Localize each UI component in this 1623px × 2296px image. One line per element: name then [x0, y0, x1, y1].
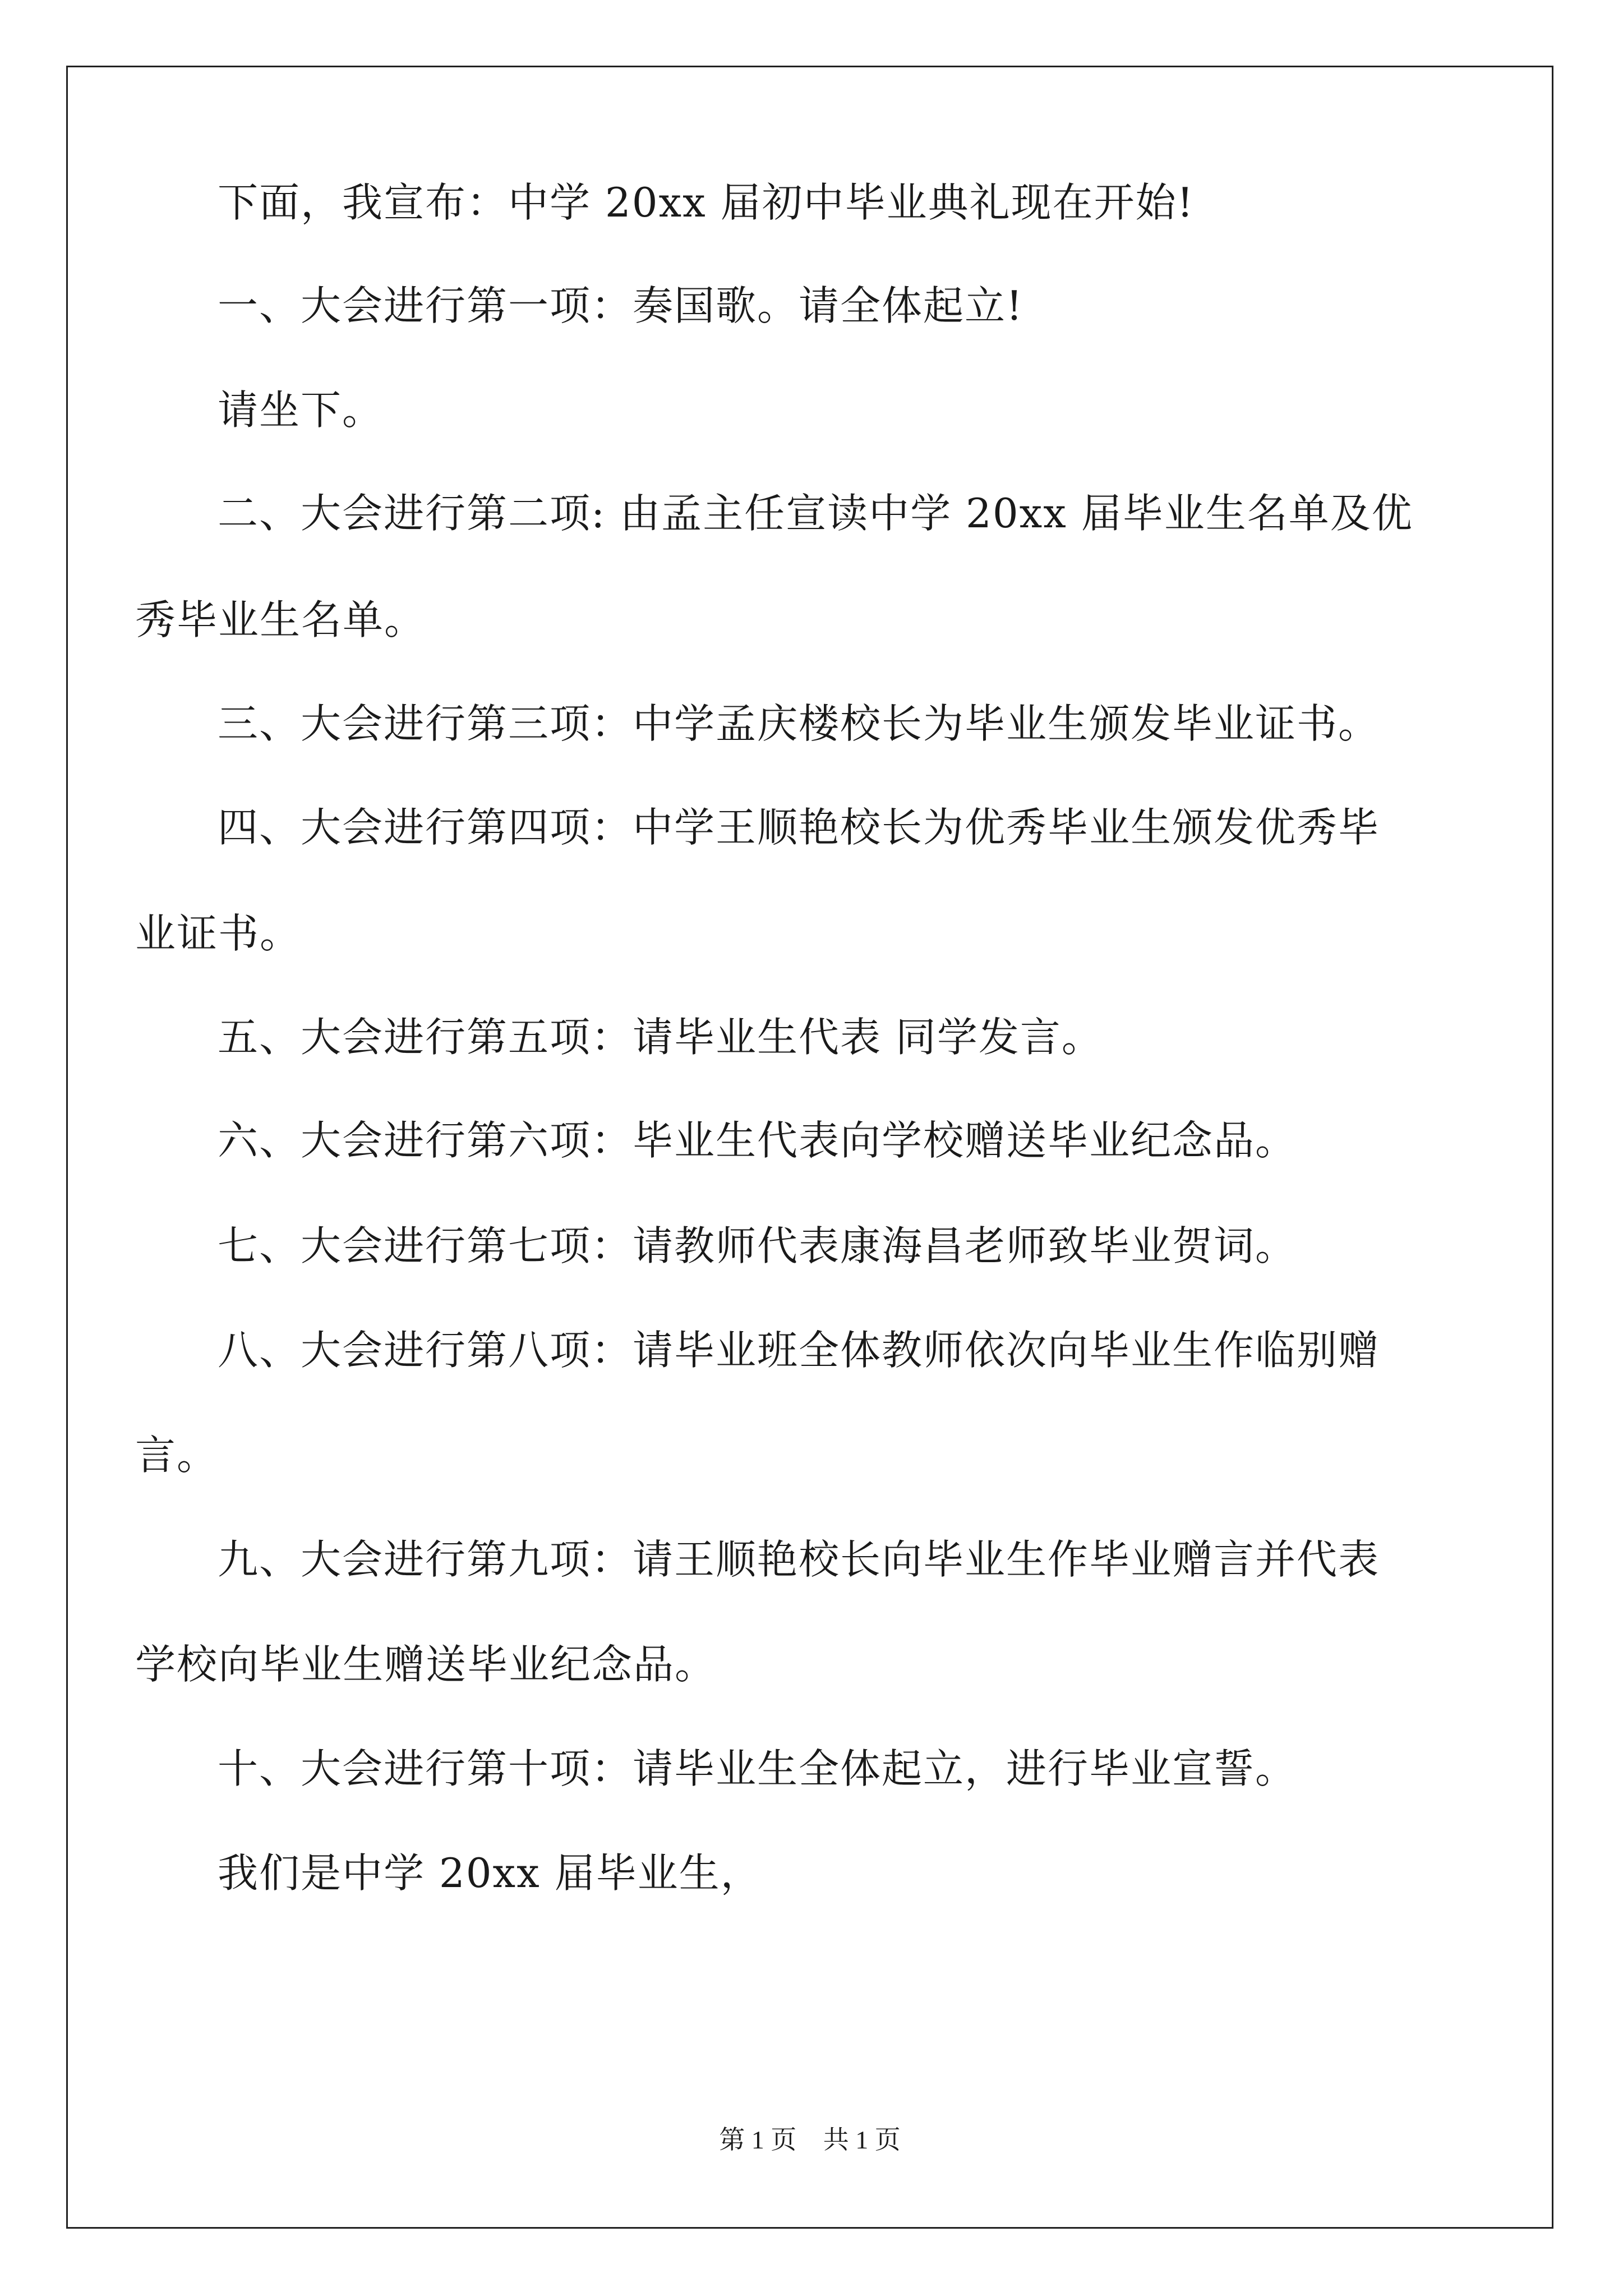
- paragraph-item-2-line-2: 秀毕业生名单。: [135, 596, 426, 643]
- page-number-total: 共 1 页: [823, 2125, 901, 2154]
- paragraph-item-8-line-2: 言。: [135, 1432, 219, 1479]
- page-frame: [66, 66, 1553, 2229]
- page-number-current: 第 1 页: [719, 2125, 797, 2154]
- paragraph-item-5: 五、大会进行第五项：请毕业生代表 同学发言。: [218, 1014, 1103, 1061]
- paragraph-item-2-line-1: 二、大会进行第二项: 由孟主任宣读中学 20xx 届毕业生名单及优: [218, 490, 1413, 537]
- page-footer: [68, 2119, 1552, 2156]
- paragraph-item-4-line-1: 四、大会进行第四项：中学王顺艳校长为优秀毕业生颁发优秀毕: [218, 804, 1380, 851]
- paragraph-item-3: 三、大会进行第三项：中学孟庆楼校长为毕业生颁发毕业证书。: [218, 700, 1380, 747]
- paragraph-item-1: 一、大会进行第一项：奏国歌。请全体起立!: [218, 282, 1023, 329]
- paragraph-sit-down: 请坐下。: [218, 386, 384, 434]
- paragraph-item-4-line-2: 业证书。: [135, 910, 302, 957]
- paragraph-item-6: 六、大会进行第六项：毕业生代表向学校赠送毕业纪念品。: [218, 1117, 1297, 1164]
- paragraph-opening: 下面，我宣布：中学 20xx 届初中毕业典礼现在开始!: [218, 179, 1195, 226]
- paragraph-item-9-line-2: 学校向毕业生赠送毕业纪念品。: [135, 1641, 717, 1688]
- paragraph-item-10: 十、大会进行第十项：请毕业生全体起立，进行毕业宣誓。: [218, 1745, 1297, 1792]
- paragraph-oath-start: 我们是中学 20xx 届毕业生，: [218, 1849, 762, 1897]
- paragraph-item-9-line-1: 九、大会进行第九项：请王顺艳校长向毕业生作毕业赠言并代表: [218, 1536, 1380, 1583]
- paragraph-item-7: 七、大会进行第七项：请教师代表康海昌老师致毕业贺词。: [218, 1222, 1297, 1269]
- paragraph-item-8-line-1: 八、大会进行第八项：请毕业班全体教师依次向毕业生作临别赠: [218, 1327, 1380, 1374]
